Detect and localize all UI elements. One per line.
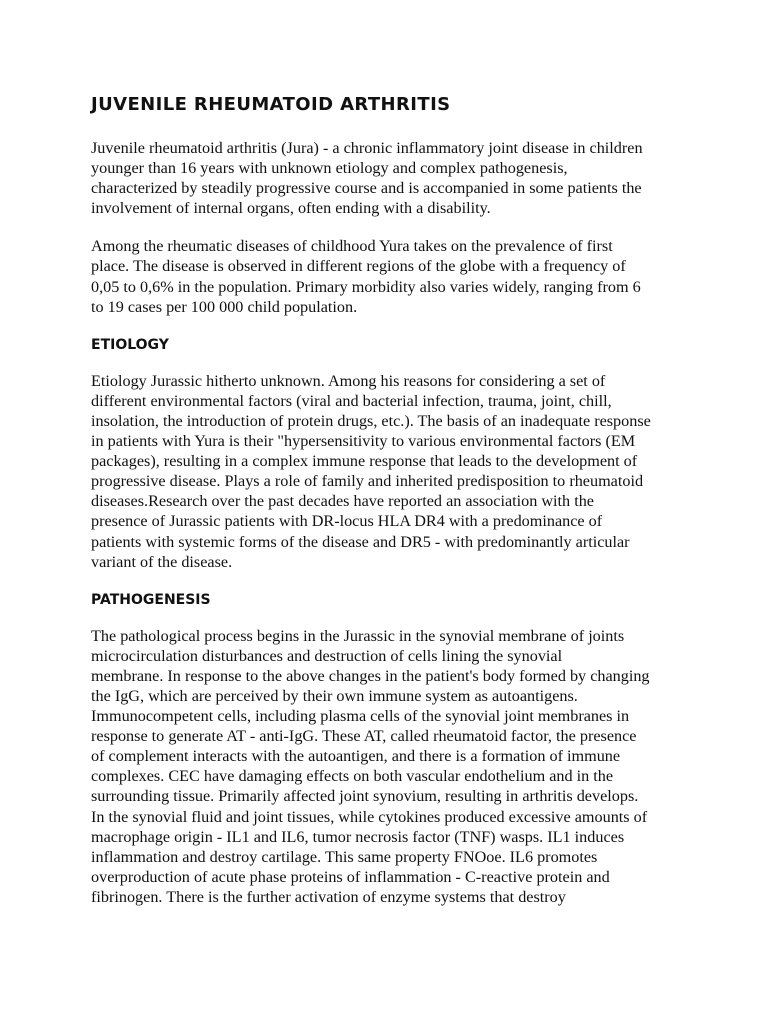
document-body xyxy=(91,93,681,907)
intro-paragraph-2: Among the rheumatic diseases of childhood Yura takes on the prevalence of first place. The disease is observed in different regions of the globe with a frequency of 0,05 to 0,6% in the population. Primary morbidity also varies widely, ranging from 6 to 19 cases per 100 000 child population. xyxy=(91,237,641,316)
section-heading-pathogenesis: PATHOGENESIS xyxy=(91,591,211,608)
intro-paragraph-1: Juvenile rheumatoid arthritis (Jura) - a chronic inflammatory joint disease in children younger than 16 years with unknown etiology and complex pathogenesis, characterized by steadily progressive course and is accompanied in some patients the involvement of internal organs, often ending with a disability. xyxy=(91,139,643,218)
document-title: JUVENILE RHEUMATOID ARTHRITIS xyxy=(91,94,451,115)
section-heading-etiology: ETIOLOGY xyxy=(91,336,169,353)
pathogenesis-paragraph: The pathological process begins in the Jurassic in the synovial membrane of joints microcirculation disturbances and destruction of cells lining the synovial membrane. In response to the above changes in the patient's body formed by changing the IgG, which are perceived by their own immune system as autoantigens. Immunocompetent cells, including plasma cells of the synovial joint membranes in response to generate AT - anti-IgG. These AT, called rheumatoid factor, the presence of complement interacts with the autoantigen, and there is a formation of immune complexes. CEC have damaging effects on both vascular endothelium and in the surrounding tissue. Primarily affected joint synovium, resulting in arthritis develops. In the synovial fluid and joint tissues, while cytokines produced excessive amounts of macrophage origin - IL1 and IL6, tumor necrosis factor (TNF) wasps. IL1 induces inflammation and destroy cartilage. This same property FNOoe. IL6 promotes overproduction of acute phase proteins of inflammation - C-reactive protein and fibrinogen. There is the further activation of enzyme systems that destroy xyxy=(91,626,650,906)
etiology-paragraph: Etiology Jurassic hitherto unknown. Among his reasons for considering a set of different environmental factors (viral and bacterial infection, trauma, joint, chill, insolation, the introduction of protein drugs, etc.). The basis of an inadequate response in patients with Yura is their "hypersensitivity to various environmental factors (EM packages), resulting in a complex immune response that leads to the development of progressive disease. Plays a role of family and inherited predisposition to rheumatoid diseases.Research over the past decades have reported an association with the presence of Jurassic patients with DR-locus HLA DR4 with a predominance of patients with systemic forms of the disease and DR5 - with predominantly articular variant of the disease. xyxy=(91,371,651,571)
